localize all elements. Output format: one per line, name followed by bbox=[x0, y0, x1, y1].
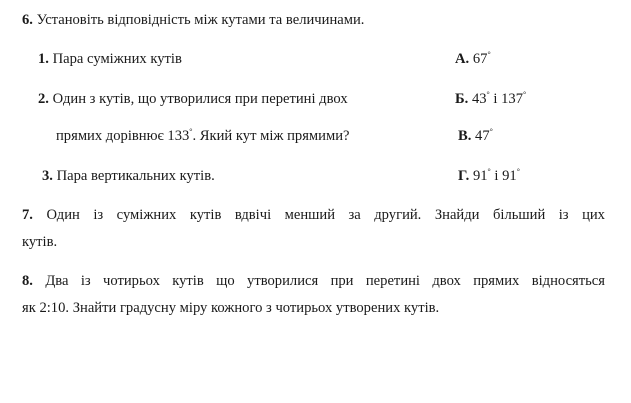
q6-answer-b-value1: 43 bbox=[471, 91, 487, 107]
q6-item-2 bbox=[38, 90, 348, 108]
degree-sign: ° bbox=[523, 90, 527, 99]
q6-title: Установіть відповідність між кутами та величинами. bbox=[36, 12, 365, 28]
degree-sign: ° bbox=[486, 90, 490, 99]
degree-sign: ° bbox=[516, 167, 520, 176]
degree-sign: ° bbox=[489, 127, 493, 136]
q6-item-2-text-line1: Один з кутів, що утворилися при перетині двох bbox=[52, 91, 348, 107]
degree-sign: ° bbox=[189, 127, 193, 136]
q6-answer-a-letter: А. bbox=[455, 51, 470, 67]
q6-answer-g bbox=[458, 167, 520, 185]
q7-text-line1: Один із суміжних кутів вдвічі менший за другий. Знайди більший із цих bbox=[46, 207, 605, 223]
q7-line1 bbox=[22, 206, 605, 224]
q8-number: 8. bbox=[22, 273, 33, 289]
q6-item-2-number: 2. bbox=[38, 91, 49, 107]
q6-item-2-line2 bbox=[56, 127, 350, 145]
q6-item-3-text: Пара вертикальних кутів. bbox=[56, 168, 215, 184]
q6-answer-g-letter: Г. bbox=[458, 168, 470, 184]
q6-answer-g-value1: 91 bbox=[472, 168, 488, 184]
q6-answer-a-value: 67 bbox=[472, 51, 488, 67]
q6-item-1 bbox=[38, 50, 182, 68]
q8-line2 bbox=[22, 299, 439, 317]
q7-text-line2: кутів. bbox=[22, 234, 58, 250]
q6-answer-g-value2: і 91 bbox=[490, 168, 517, 184]
q6-answer-v bbox=[458, 127, 493, 145]
q6-answer-v-value: 47 bbox=[475, 128, 490, 144]
q6-item-2-text-line2a: прямих дорівнює 133 bbox=[56, 128, 190, 144]
q7-number: 7. bbox=[22, 207, 33, 223]
q6-item-1-number: 1. bbox=[38, 51, 49, 67]
q8-line1 bbox=[22, 272, 605, 290]
q6-item-1-text: Пара суміжних кутів bbox=[52, 51, 182, 67]
q6-item-3-number: 3. bbox=[42, 168, 53, 184]
degree-sign: ° bbox=[487, 50, 491, 59]
q6-item-2-text-line2b: . Який кут між прямими? bbox=[192, 128, 350, 144]
q6-number: 6. bbox=[22, 12, 33, 28]
q6-header bbox=[22, 11, 364, 29]
q6-answer-a bbox=[455, 50, 491, 68]
q8-text-line1: Два із чотирьох кутів що утворилися при перетині двох прямих відносяться bbox=[45, 273, 605, 289]
q6-item-3 bbox=[42, 167, 215, 185]
q8-text-line2: як 2:10. Знайти градусну міру кожного з чотирьох утворених кутів. bbox=[22, 300, 440, 316]
q6-answer-b bbox=[455, 90, 526, 108]
q7-line2 bbox=[22, 233, 57, 251]
q6-answer-b-value2: і 137 bbox=[489, 91, 523, 107]
q6-answer-b-letter: Б. bbox=[455, 91, 469, 107]
degree-sign: ° bbox=[487, 167, 491, 176]
q6-answer-v-letter: В. bbox=[458, 128, 472, 144]
